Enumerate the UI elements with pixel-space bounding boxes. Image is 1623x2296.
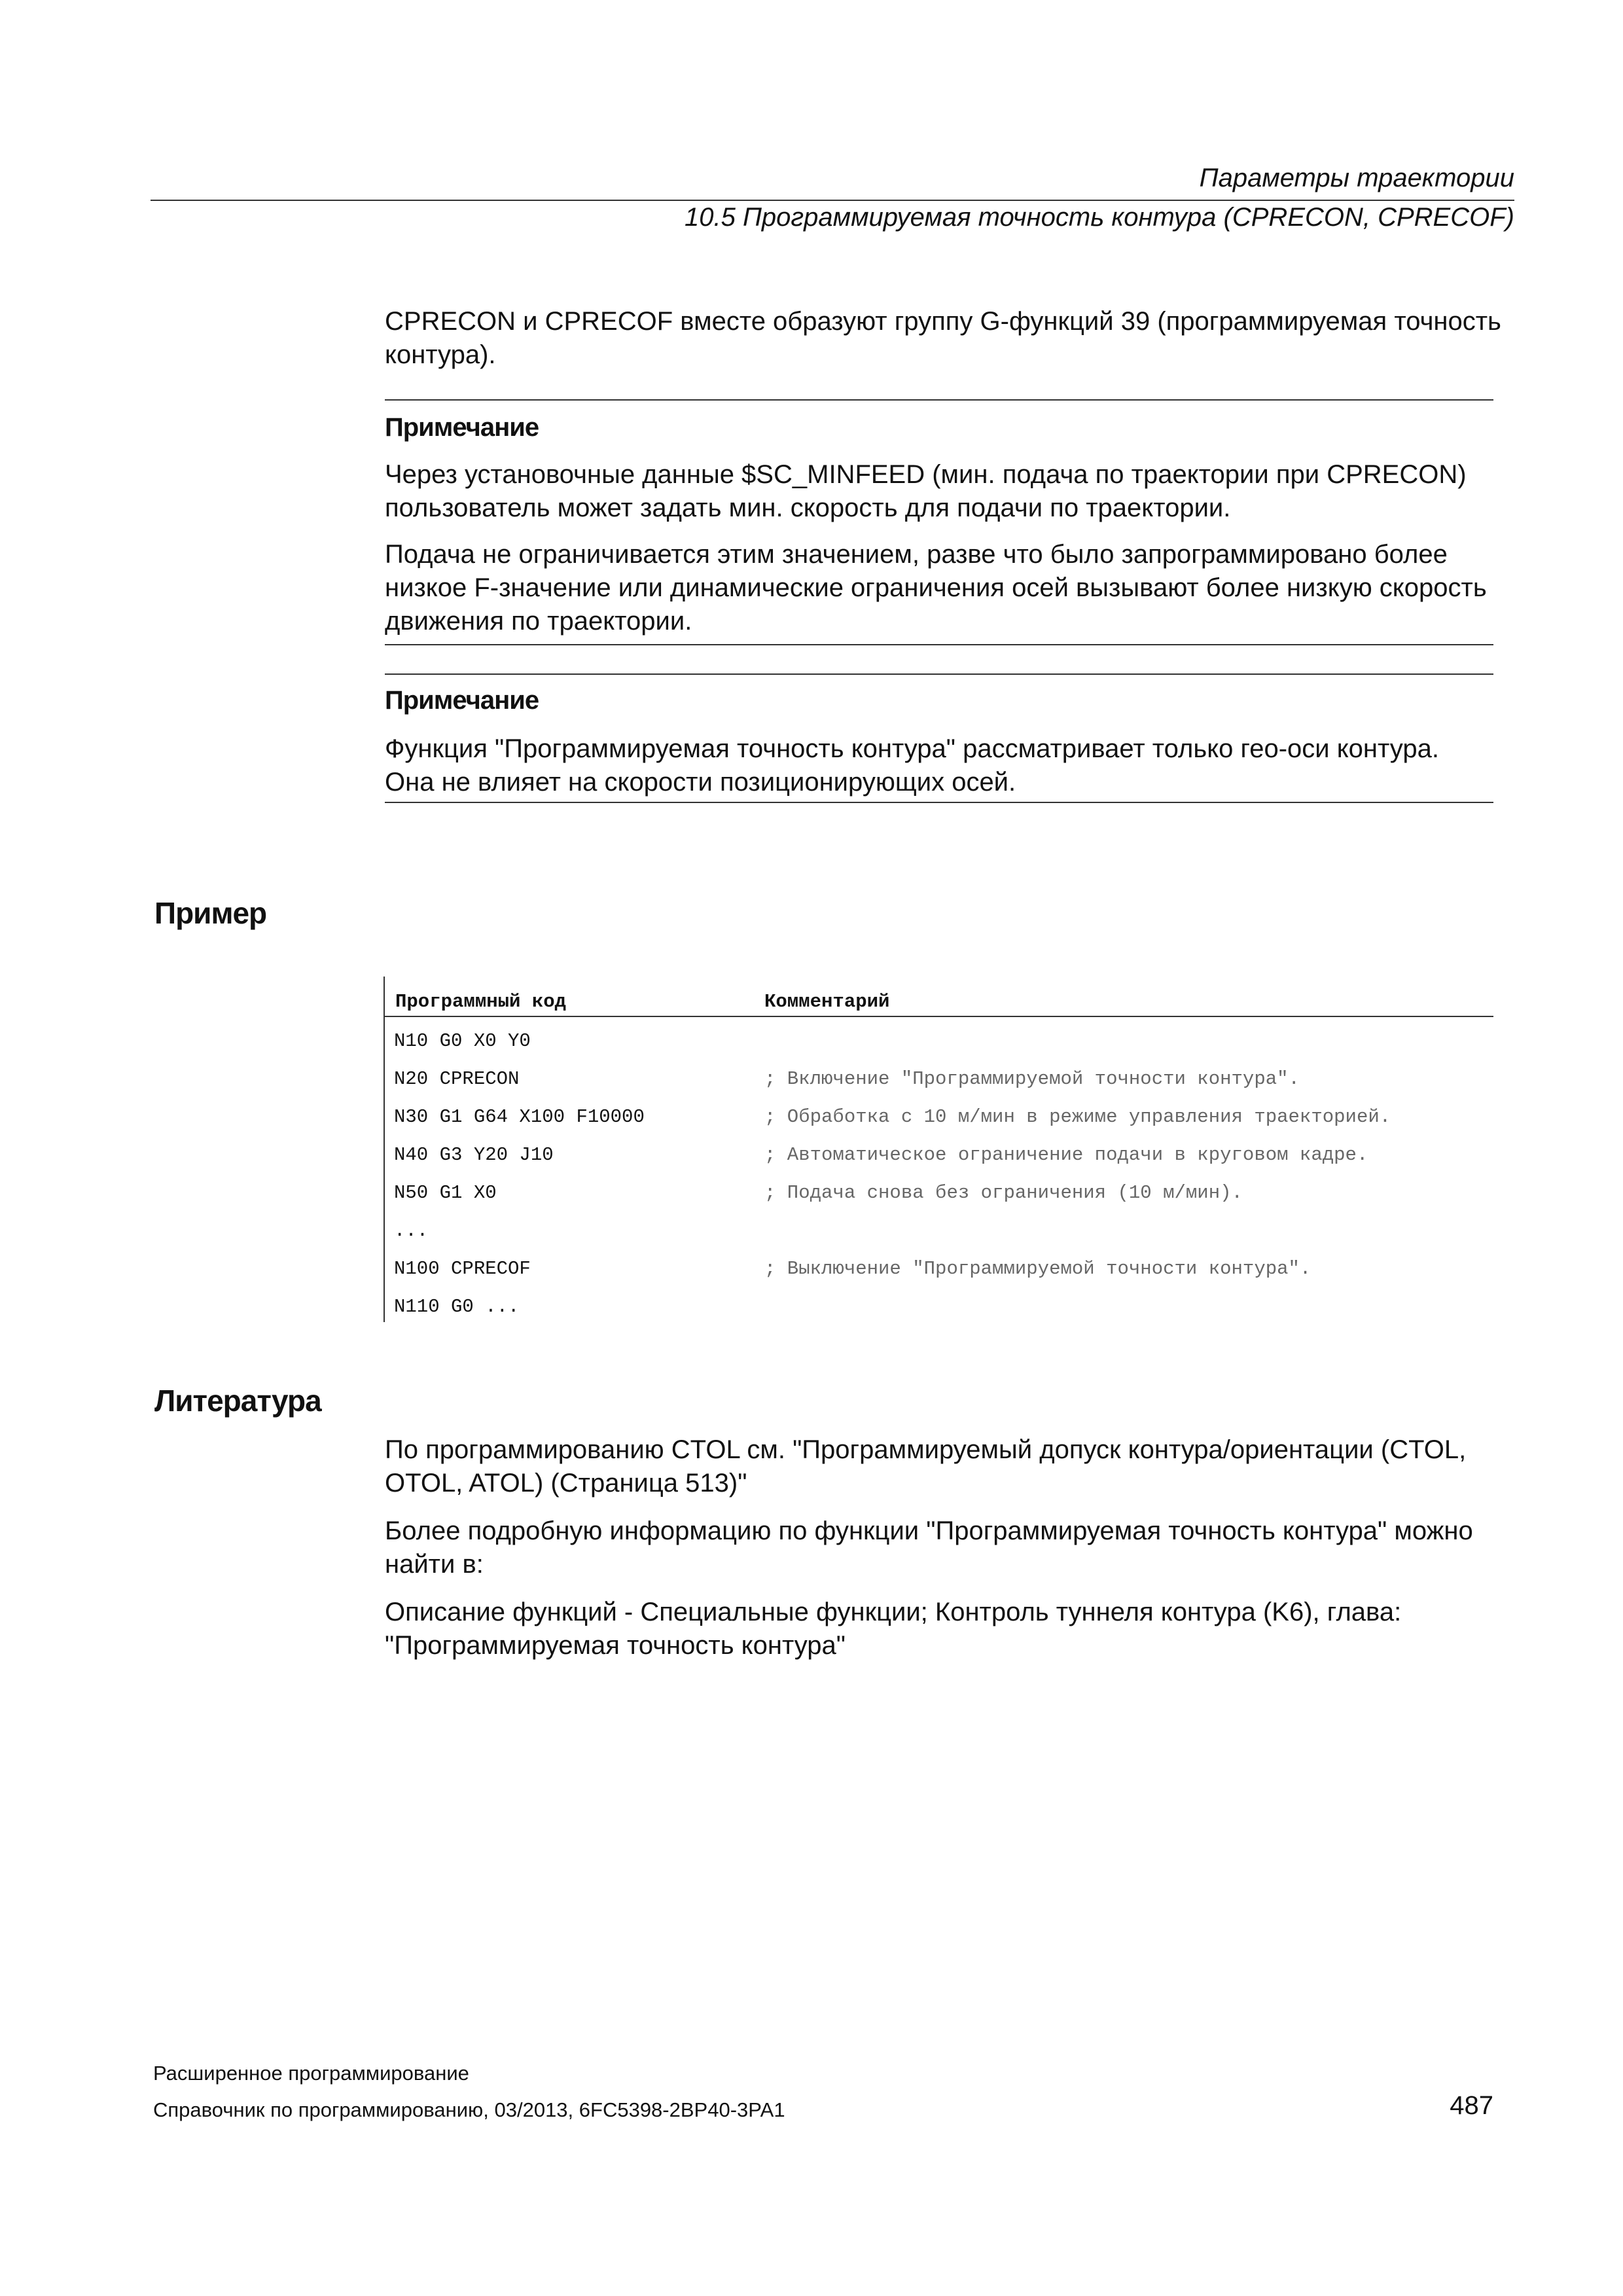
code-cell: N40 G3 Y20 J10 xyxy=(394,1144,554,1166)
header-chapter: Параметры траектории xyxy=(1199,164,1514,192)
note-title: Примечание xyxy=(385,413,539,442)
code-cell: N30 G1 G64 X100 F10000 xyxy=(394,1106,645,1128)
comment-cell: ; Выключение "Программируемой точности контура". xyxy=(764,1258,1311,1280)
comment-cell: ; Включение "Программируемой точности контура". xyxy=(764,1068,1300,1090)
note-title: Примечание xyxy=(385,686,539,715)
note-paragraph: Подача не ограничивается этим значением, разве что было запрограммировано более низкое F-значение или динамические ограничения осей вызывают более низкую скорость движения по траектории. xyxy=(385,540,1487,636)
header-section: 10.5 Программируемая точность контура (CPRECON, CPRECOF) xyxy=(684,203,1514,232)
table-row xyxy=(394,1144,1493,1182)
code-table-left-rule xyxy=(383,977,385,1322)
table-row xyxy=(394,1296,1493,1334)
literature-heading: Литература xyxy=(154,1384,321,1418)
note-paragraph: Через установочные данные $SC_MINFEED (мин. подача по траектории при CPRECON) пользователь может задать мин. скорость для подачи по траектории. xyxy=(385,460,1467,522)
code-cell: N10 G0 X0 Y0 xyxy=(394,1030,531,1052)
note-box-1 xyxy=(385,399,1493,645)
code-cell: ... xyxy=(394,1220,429,1242)
comment-cell: ; Обработка с 10 м/мин в режиме управления траекторией. xyxy=(764,1106,1391,1128)
note-box-2 xyxy=(385,673,1493,803)
header-divider xyxy=(151,200,1514,201)
literature-paragraph: Описание функций - Специальные функции; Контроль туннеля контура (K6), глава: "Программируемая точность контура" xyxy=(385,1598,1402,1660)
comment-cell: ; Подача снова без ограничения (10 м/мин). xyxy=(764,1182,1243,1204)
code-table xyxy=(383,977,1493,1322)
comment-column-header: Комментарий xyxy=(764,991,890,1013)
table-row xyxy=(394,1030,1493,1068)
note-paragraph: Функция "Программируемая точность контура" рассматривает только гео-оси контура. Она не влияет на скорости позиционирующих осей. xyxy=(385,734,1439,797)
literature-section xyxy=(385,1433,1514,1677)
code-column-header: Программный код xyxy=(395,991,567,1013)
code-table-header-rule xyxy=(383,1016,1493,1017)
literature-paragraph: Более подробную информацию по функции "Программируемая точность контура" можно найти в: xyxy=(385,1516,1473,1579)
table-row xyxy=(394,1220,1493,1258)
table-row xyxy=(394,1068,1493,1106)
code-cell: N20 CPRECON xyxy=(394,1068,520,1090)
example-heading: Пример xyxy=(154,896,267,930)
literature-paragraph: По программированию CTOL см. "Программируемый допуск контура/ориентации (CTOL, OTOL, ATOL) (Страница 513)" xyxy=(385,1435,1467,1498)
footer-reference: Справочник по программированию, 03/2013, 6FC5398-2BP40-3PA1 xyxy=(153,2098,785,2121)
table-row xyxy=(394,1258,1493,1296)
code-cell: N50 G1 X0 xyxy=(394,1182,497,1204)
intro-paragraph xyxy=(385,305,1514,372)
code-cell: N110 G0 ... xyxy=(394,1296,520,1318)
intro-text: CPRECON и CPRECOF вместе образуют группу G-функций 39 (программируемая точность контура). xyxy=(385,307,1501,369)
comment-cell: ; Автоматическое ограничение подачи в круговом кадре. xyxy=(764,1144,1368,1166)
page-number: 487 xyxy=(1450,2091,1493,2120)
table-row xyxy=(394,1182,1493,1220)
code-cell: N100 CPRECOF xyxy=(394,1258,531,1280)
footer-title: Расширенное программирование xyxy=(153,2062,469,2085)
table-row xyxy=(394,1106,1493,1144)
